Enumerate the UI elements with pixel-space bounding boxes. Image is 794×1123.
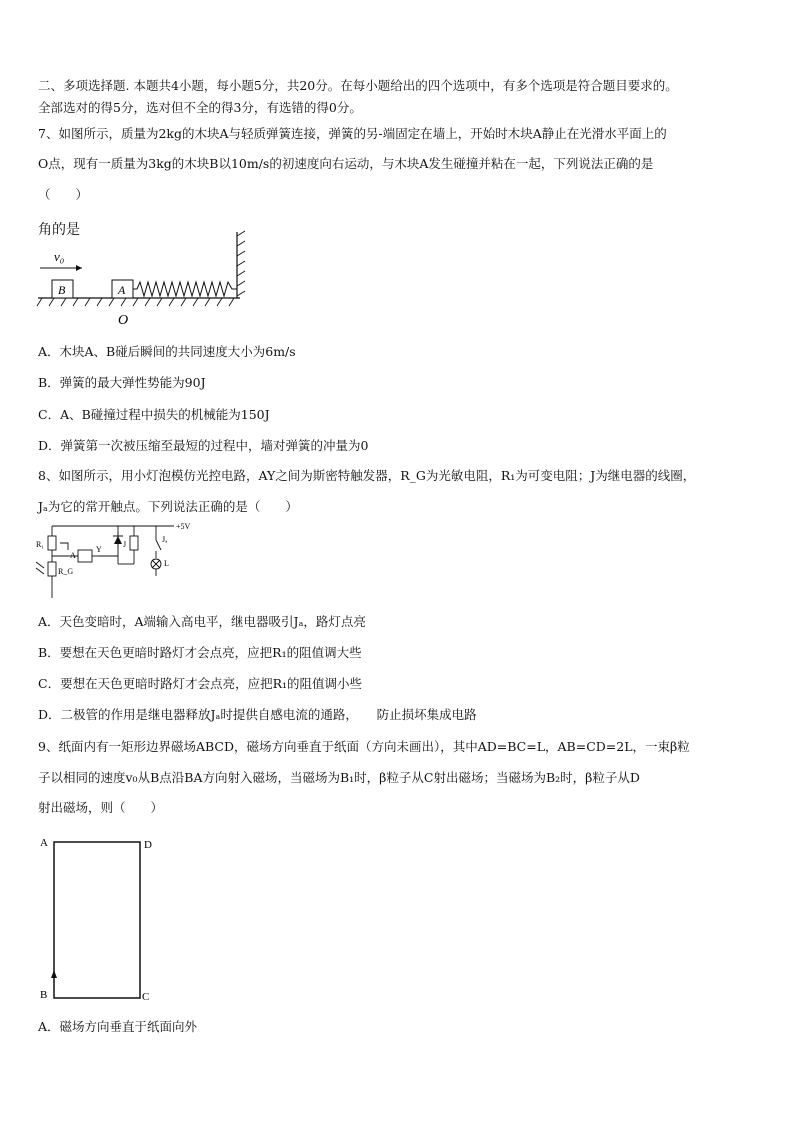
corner-c-label: C [142, 991, 150, 1003]
q8-option-c: C．要想在天色更暗时路灯才会点亮，应把R₁的阻值调小些 [38, 676, 362, 691]
a-terminal-label: A [70, 551, 76, 560]
spring [133, 282, 237, 296]
q9-stem-line2: 子以相同的速度v₀从B点沿BA方向射入磁场，当磁场为B₁时，β粒子从C射出磁场；当磁场为B₂时，β粒子从D [38, 770, 640, 785]
y-terminal-label: Y [96, 545, 102, 554]
q9-stem-line1: 9、纸面内有一矩形边界磁场ABCD，磁场方向垂直于纸面（方向未画出），其中AD=BC=L，AB=CD=2L，一束β粒 [38, 739, 690, 754]
q7-option-b: B．弹簧的最大弹性势能为90J [38, 375, 206, 390]
corner-a-label: A [40, 837, 48, 849]
field-boundary [54, 842, 140, 998]
q8-option-d: D．二极管的作用是继电器释放Jₐ时提供自感电流的通路， 防止损坏集成电路 [38, 707, 477, 722]
q9-rectangle-field-figure [38, 832, 158, 1010]
q7-stray-text: 角的是 [38, 222, 80, 238]
r1-label: R₁ [36, 540, 45, 549]
q8-stem-line2: Jₐ为它的常开触点。下列说法正确的是（ ） [38, 499, 298, 514]
q9-option-a: A．磁场方向垂直于纸面向外 [38, 1019, 198, 1034]
v0-label: v₀ [54, 249, 65, 264]
q8-option-a: A．天色变暗时，A端输入高电平，继电器吸引Jₐ，路灯点亮 [38, 614, 366, 629]
block-a-label: A [118, 283, 126, 297]
lamp-label: L [164, 559, 169, 568]
point-o-label: O [118, 313, 129, 328]
supply-label: +5V [176, 522, 191, 531]
corner-b-label: B [40, 989, 48, 1001]
corner-d-label: D [144, 839, 152, 851]
q7-stem-line3: （ ） [38, 187, 89, 202]
q8-stem-line1: 8、如图所示，用小灯泡模仿光控电路，AY之间为斯密特触发器，R_G为光敏电阻，R₁为可变电阻；J为继电器的线圈， [38, 468, 696, 483]
q7-option-c: C．A、B碰撞过程中损失的机械能为150J [38, 407, 270, 422]
q7-stem-line2: O点，现有一质量为3kg的木块B以10m/s的初速度向右运动，与木块A发生碰撞并粘在一起，下列说法正确的是 [38, 156, 654, 171]
section-header-line2: 全部选对的得5分，选对但不全的得3分，有选错的得0分。 [38, 100, 362, 115]
rg-label: R_G [58, 567, 74, 576]
section-header-line1: 二、多项选择题. 本题共4小题，每小题5分，共20分。在每小题给出的四个选项中，有多个选项是符合题目要求的。 [38, 78, 678, 93]
relay-coil-label: J [123, 540, 127, 549]
q7-stem-line1: 7、如图所示，质量为2kg的木块A与轻质弹簧连接，弹簧的另-端固定在墙上，开始时木块A静止在光滑水平面上的 [38, 126, 667, 141]
q7-spring-block-figure [34, 228, 264, 330]
q8-circuit-figure [34, 518, 214, 604]
q7-option-a: A．木块A、B碰后瞬间的共同速度大小为6m/s [38, 344, 296, 359]
q8-option-b: B．要想在天色更暗时路灯才会点亮，应把R₁的阻值调大些 [38, 645, 362, 660]
block-b-label: B [58, 283, 66, 297]
q9-stem-line3: 射出磁场，则（ ） [38, 800, 164, 815]
q7-option-d: D．弹簧第一次被压缩至最短的过程中，墙对弹簧的冲量为0 [38, 438, 369, 453]
relay-contact-label: Jₐ [162, 535, 168, 544]
